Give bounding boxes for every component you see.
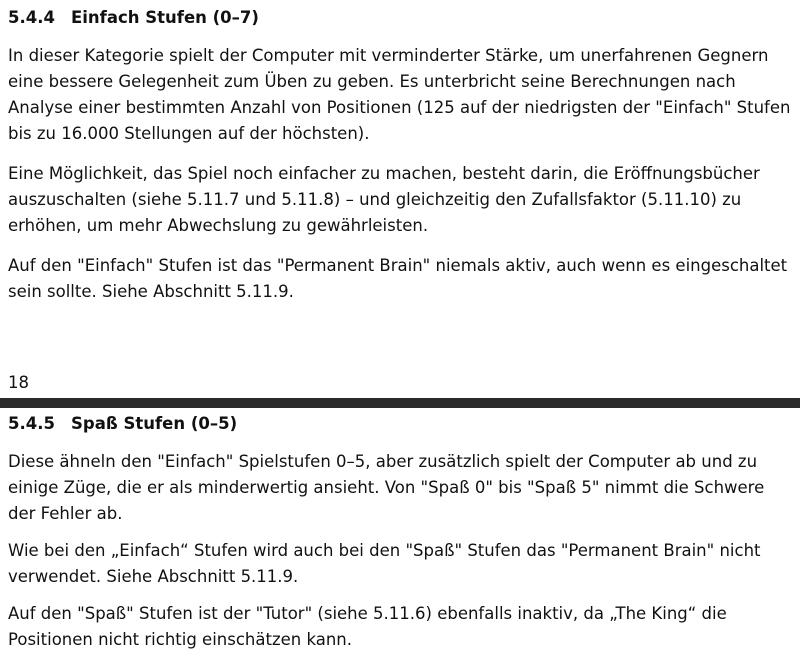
section-title: Spaß Stufen (0–5) — [71, 414, 238, 433]
paragraph: In dieser Kategorie spielt der Computer mit verminderter Stärke, um unerfahrenen Gegnern eine bessere Gelegenheit zum Üben zu geben. Es unterbricht seine Berechnungen nach Analyse einer bestimmten Anzahl von Positionen (125 auf der niedrigsten der "Einfach" Stufen bis zu 16.000 Stellungen auf der höchsten). — [8, 46, 791, 143]
section-number: 5.4.5 — [8, 414, 55, 433]
document-page-bottom — [0, 408, 800, 660]
paragraph: Diese ähneln den "Einfach" Spielstufen 0–5, aber zusätzlich spielt der Computer ab und zu einige Züge, die er als minderwertig ansieht. Von "Spaß 0" bis "Spaß 5" nimmt die Schwere der Fehler ab. — [8, 452, 765, 523]
paragraph: Wie bei den „Einfach“ Stufen wird auch bei den "Spaß" Stufen das "Permanent Brain" nicht verwendet. Siehe Abschnitt 5.11.9. — [8, 541, 761, 586]
paragraph: Eine Möglichkeit, das Spiel noch einfacher zu machen, besteht darin, die Eröffnungsbücher auszuschalten (siehe 5.11.7 und 5.11.8) – und gleichzeitig den Zufallsfaktor (5.11.10) zu erhöhen, um mehr Abwechslung zu gewährleisten. — [8, 164, 760, 235]
paragraph: Auf den "Einfach" Stufen ist das "Permanent Brain" niemals aktiv, auch wenn es eingeschaltet sein sollte. Siehe Abschnitt 5.11.9. — [8, 256, 788, 301]
section-heading-5-4-4 — [8, 8, 259, 28]
section-heading-5-4-5 — [8, 414, 237, 434]
page-divider — [0, 398, 800, 408]
section-number: 5.4.4 — [8, 8, 55, 27]
section-title: Einfach Stufen (0–7) — [71, 8, 259, 27]
paragraph: Auf den "Spaß" Stufen ist der "Tutor" (siehe 5.11.6) ebenfalls inaktiv, da „The King“ die Positionen nicht richtig einschätzen kann. — [8, 604, 727, 649]
page-number: 18 — [8, 373, 29, 392]
